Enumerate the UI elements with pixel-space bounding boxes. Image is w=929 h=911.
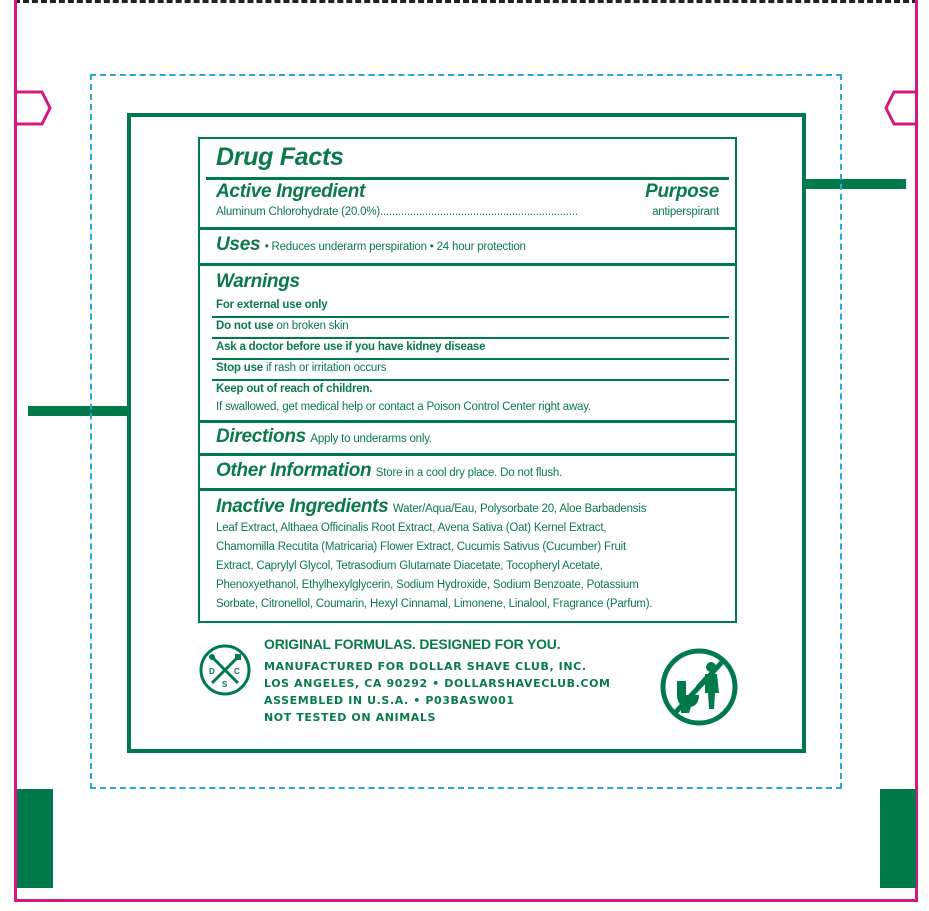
directions-row xyxy=(216,426,432,448)
directions-text: Apply to underarms only. xyxy=(310,433,432,445)
address-line: LOS ANGELES, CA 90292 • DOLLARSHAVECLUB.COM xyxy=(264,677,611,690)
inactive-line: Water/Aqua/Eau, Polysorbate 20, Aloe Barbadensis xyxy=(392,503,647,515)
warning-item xyxy=(216,299,327,311)
warning-item xyxy=(216,341,485,353)
svg-text:D: D xyxy=(209,667,215,676)
other-info-row xyxy=(216,460,562,482)
svg-text:C: C xyxy=(234,667,240,676)
inactive-line: Phenoxyethanol, Ethylhexylglycerin, Sodium Hydroxide, Sodium Benzoate, Potassium xyxy=(216,579,639,591)
drug-facts-title: Drug Facts xyxy=(216,143,344,171)
left-notch-icon xyxy=(14,88,54,128)
divider xyxy=(212,358,729,360)
purpose-heading: Purpose xyxy=(645,181,719,202)
directions-heading: Directions xyxy=(216,426,306,447)
active-ingredient-row xyxy=(216,206,719,218)
manufacturer-line: MANUFACTURED FOR DOLLAR SHAVE CLUB, INC. xyxy=(264,660,587,673)
active-ingredient-name: Aluminum Chlorohydrate (20.0%) xyxy=(216,206,381,218)
warning-item xyxy=(216,320,348,332)
warning-text: on broken skin xyxy=(273,320,349,332)
other-info-heading: Other Information xyxy=(216,460,372,481)
warning-bold: Do not use xyxy=(216,320,274,332)
assembly-line: ASSEMBLED IN U.S.A. • P03BASW001 xyxy=(264,694,515,707)
svg-text:S: S xyxy=(222,680,228,689)
warning-text: if rash or irritation occurs xyxy=(262,362,387,374)
divider xyxy=(200,227,735,230)
other-info-text: Store in a cool dry place. Do not flush. xyxy=(375,467,563,479)
inactive-line: Chamomilla Recutita (Matricaria) Flower Extract, Cucumis Sativus (Cucumber) Fruit xyxy=(216,541,627,553)
divider xyxy=(200,420,735,423)
drug-facts-box xyxy=(198,137,737,623)
leader-dots: .................................................................. xyxy=(380,206,578,218)
warning-bold: For external use only xyxy=(216,299,328,311)
inactive-line: Sorbate, Citronellol, Coumarin, Hexyl Cinnamal, Limonene, Linalool, Fragrance (Parfum). xyxy=(216,598,653,610)
dsc-logo-icon xyxy=(198,643,252,697)
divider xyxy=(212,316,729,318)
uses-row xyxy=(216,234,526,256)
animal-testing-line: NOT TESTED ON ANIMALS xyxy=(264,711,436,724)
divider xyxy=(200,263,735,266)
divider xyxy=(212,379,729,381)
inactive-row xyxy=(216,496,646,518)
warning-bold: Ask a doctor before use if you have kidney disease xyxy=(216,341,486,353)
inactive-heading: Inactive Ingredients xyxy=(216,496,389,517)
right-notch-icon xyxy=(880,88,920,128)
inactive-line: Leaf Extract, Althaea Officinalis Root Extract, Avena Sativa (Oat) Kernel Extract, xyxy=(216,522,607,534)
divider xyxy=(212,337,729,339)
warning-item xyxy=(216,362,386,374)
inactive-line: Extract, Caprylyl Glycol, Tetrasodium Glutamate Diacetate, Tocopheryl Acetate, xyxy=(216,560,603,572)
uses-heading: Uses xyxy=(216,234,261,255)
right-corner-block xyxy=(880,789,916,888)
left-corner-block xyxy=(17,789,53,888)
warning-bold: Stop use xyxy=(216,362,263,374)
divider xyxy=(206,177,729,180)
do-not-flush-icon xyxy=(659,647,739,727)
keep-out-heading: Keep out of reach of children. xyxy=(216,383,373,395)
tagline: ORIGINAL FORMULAS. DESIGNED FOR YOU. xyxy=(264,636,561,652)
uses-text: • Reduces underarm perspiration • 24 hour protection xyxy=(264,241,526,253)
keep-out-text: If swallowed, get medical help or contact a Poison Control Center right away. xyxy=(216,401,591,413)
active-ingredient-heading: Active Ingredient xyxy=(216,181,366,202)
divider xyxy=(200,453,735,456)
warnings-heading: Warnings xyxy=(216,271,300,292)
divider xyxy=(200,488,735,491)
purpose-value: antiperspirant xyxy=(652,206,719,218)
